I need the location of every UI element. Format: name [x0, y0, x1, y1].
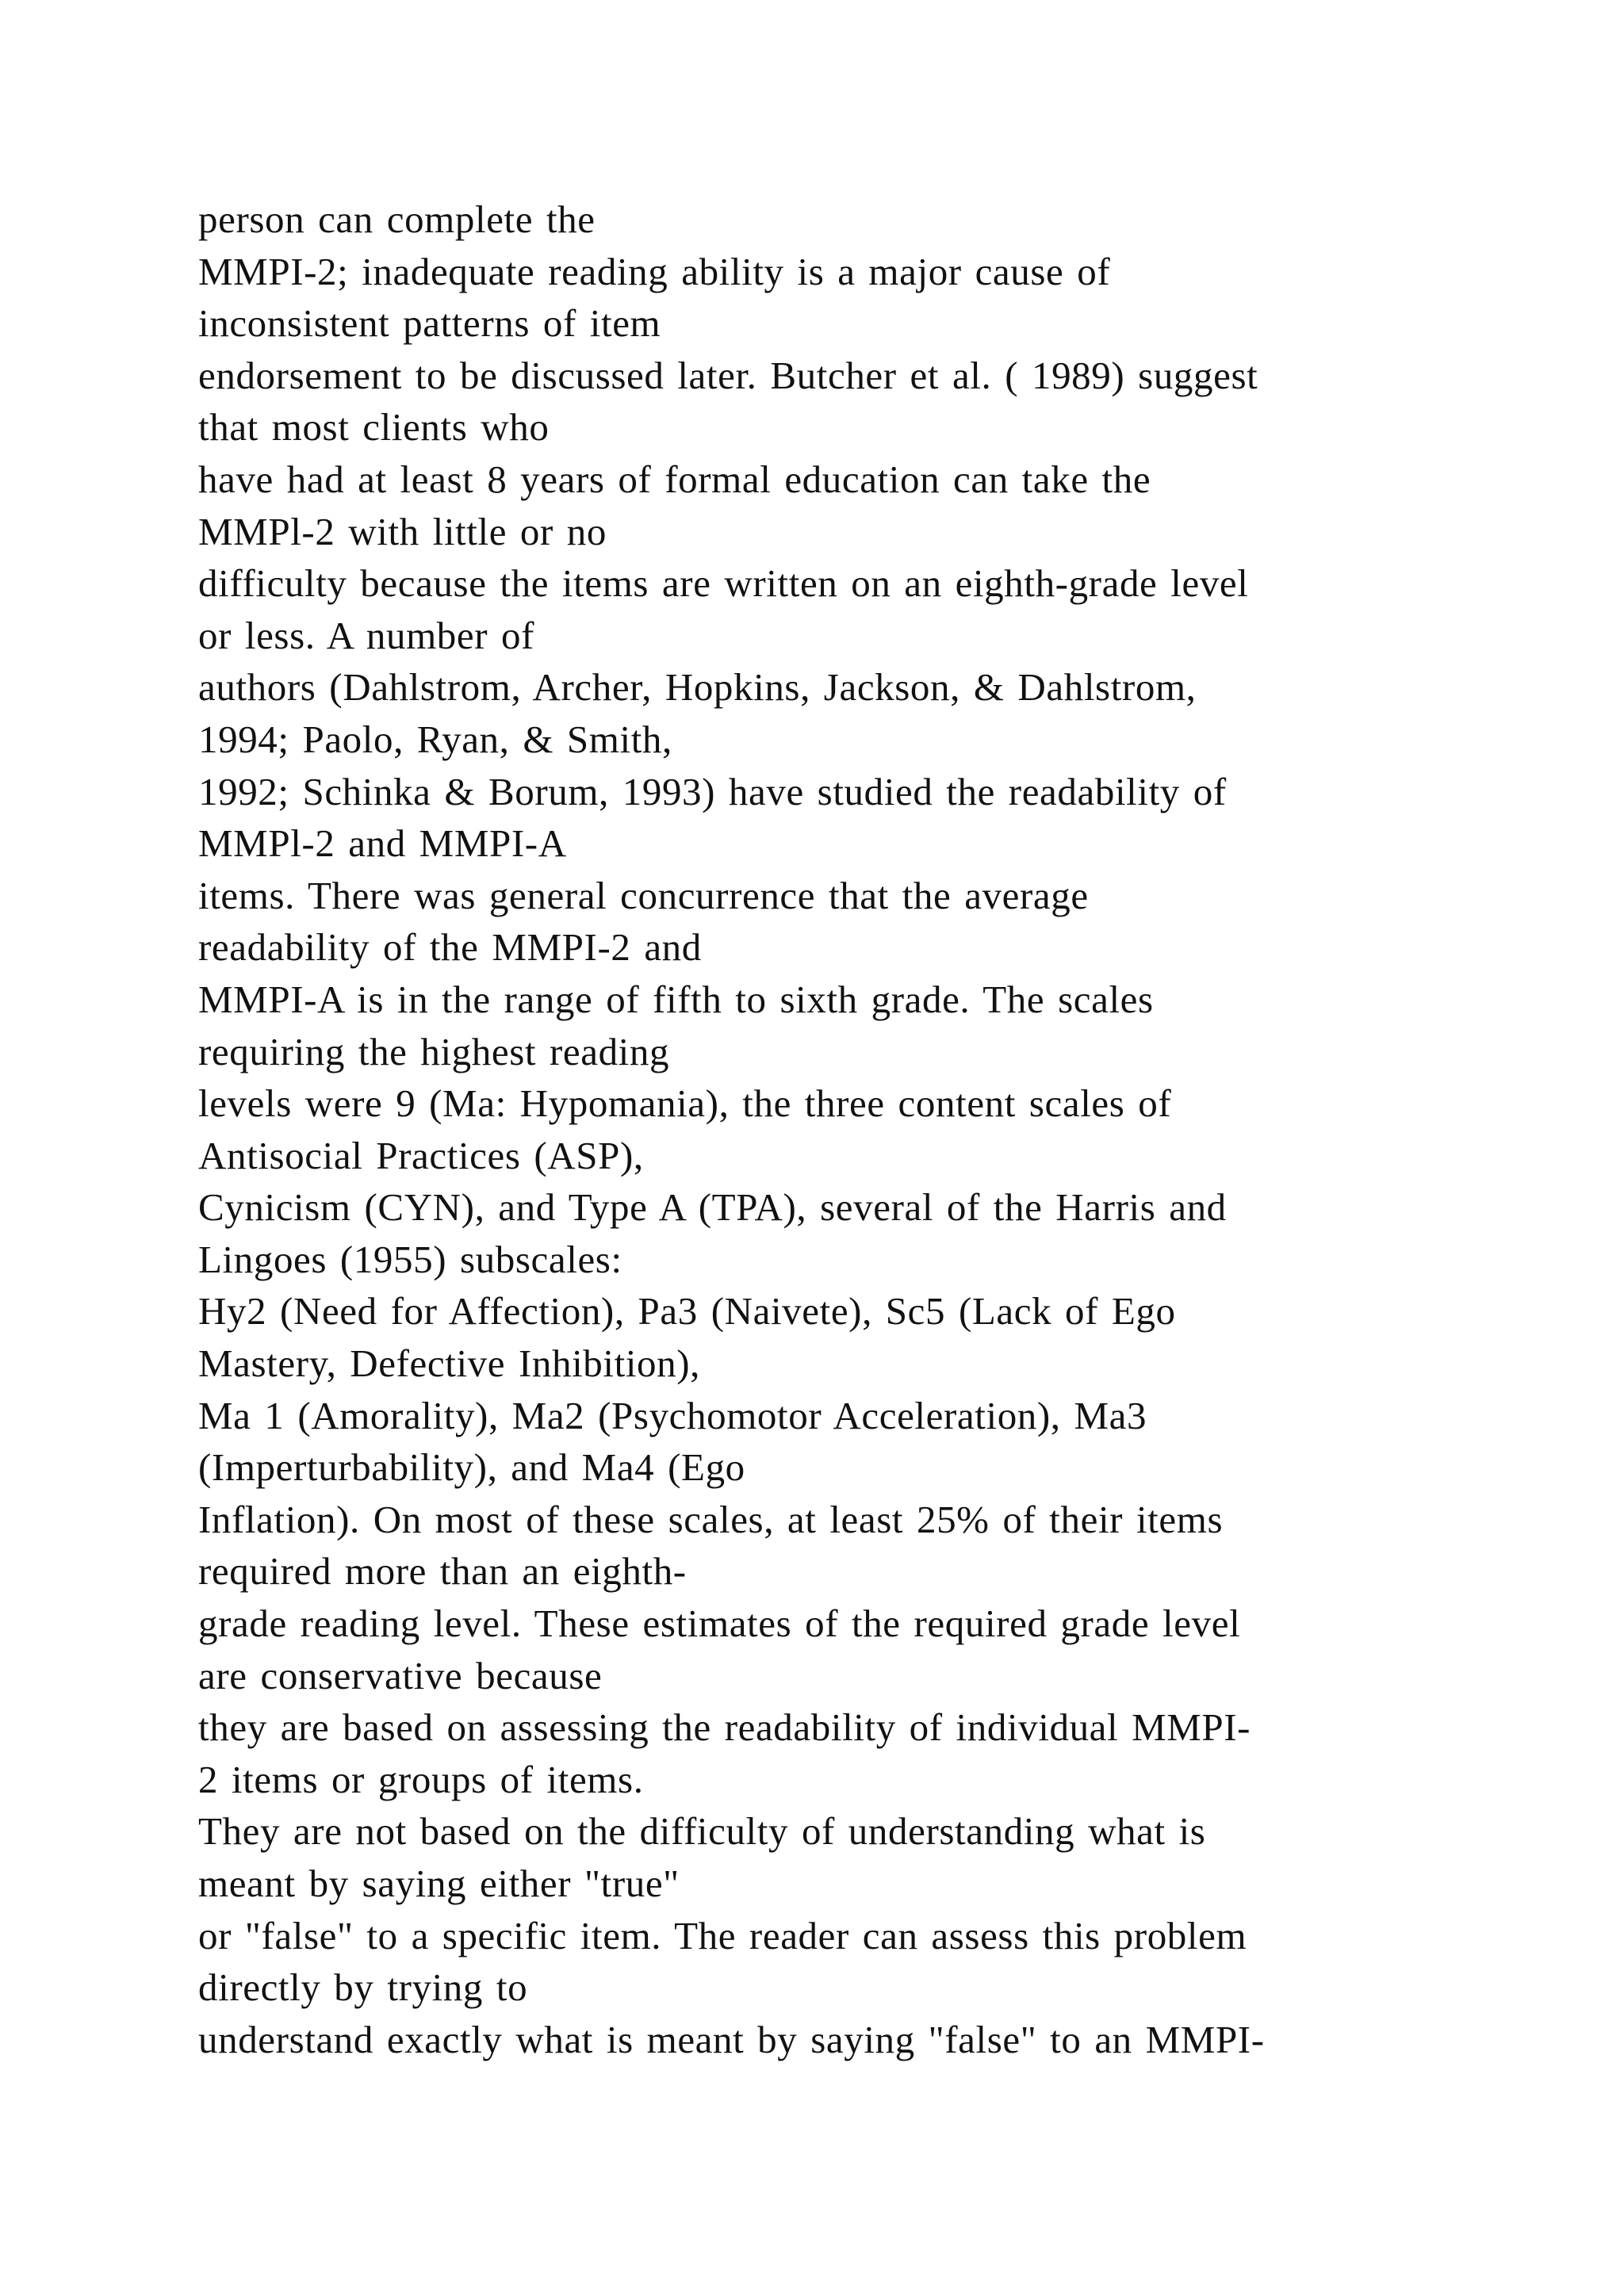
text-line: or "false" to a specific item. The reader can assess this problem — [198, 1913, 1247, 1957]
text-line: Ma 1 (Amorality), Ma2 (Psychomotor Acceleration), Ma3 — [198, 1393, 1147, 1437]
text-line: endorsement to be discussed later. Butcher et al. ( 1989) suggest — [198, 353, 1258, 397]
text-line: MMPI-A is in the range of fifth to sixth grade. The scales — [198, 977, 1154, 1021]
text-line: they are based on assessing the readability of individual MMPI- — [198, 1705, 1251, 1750]
text-line: are conservative because — [198, 1653, 603, 1697]
text-line: 2 items or groups of items. — [198, 1757, 644, 1801]
text-line: They are not based on the difficulty of understanding what is — [198, 1809, 1206, 1854]
text-line: Mastery, Defective Inhibition), — [198, 1341, 700, 1386]
text-line: levels were 9 (Ma: Hypomania), the three content scales of — [198, 1081, 1172, 1126]
text-line: or less. A number of — [198, 613, 535, 657]
text-line: 1992; Schinka & Borum, 1993) have studied the readability of — [198, 769, 1227, 813]
text-line: grade reading level. These estimates of the required grade level — [198, 1601, 1241, 1646]
text-line: MMPl-2 and MMPI-A — [198, 821, 567, 866]
text-line: 1994; Paolo, Ryan, & Smith, — [198, 717, 672, 761]
text-line: MMPI-2; inadequate reading ability is a major cause of — [198, 249, 1111, 293]
text-line: difficulty because the items are written on an eighth-grade level — [198, 561, 1249, 606]
text-line: Antisocial Practices (ASP), — [198, 1133, 644, 1177]
text-line: inconsistent patterns of item — [198, 301, 661, 346]
text-line: required more than an eighth- — [198, 1549, 687, 1594]
text-line: directly by trying to — [198, 1965, 528, 2010]
text-line: Cynicism (CYN), and Type A (TPA), several of the Harris and — [198, 1185, 1227, 1230]
text-line: MMPl-2 with little or no — [198, 509, 607, 553]
text-line: person can complete the — [198, 197, 596, 241]
text-line: meant by saying either "true" — [198, 1862, 680, 1905]
text-line: have had at least 8 years of formal education can take the — [198, 457, 1151, 501]
text-line: Inflation). On most of these scales, at least 25% of their items — [198, 1497, 1224, 1541]
text-line: requiring the highest reading — [198, 1029, 670, 1073]
body-text — [198, 193, 1435, 2065]
text-line: Hy2 (Need for Affection), Pa3 (Naivete), Sc5 (Lack of Ego — [198, 1289, 1176, 1334]
text-line: (Imperturbability), and Ma4 (Ego — [198, 1445, 745, 1490]
text-line: readability of the MMPI-2 and — [198, 925, 702, 970]
text-line: authors (Dahlstrom, Archer, Hopkins, Jackson, & Dahlstrom, — [198, 665, 1197, 710]
text-line: Lingoes (1955) subscales: — [198, 1237, 622, 1281]
text-line: that most clients who — [198, 405, 550, 450]
text-line: items. There was general concurrence that the average — [198, 873, 1089, 917]
text-line: understand exactly what is meant by saying "false" to an MMPI- — [198, 2017, 1265, 2061]
